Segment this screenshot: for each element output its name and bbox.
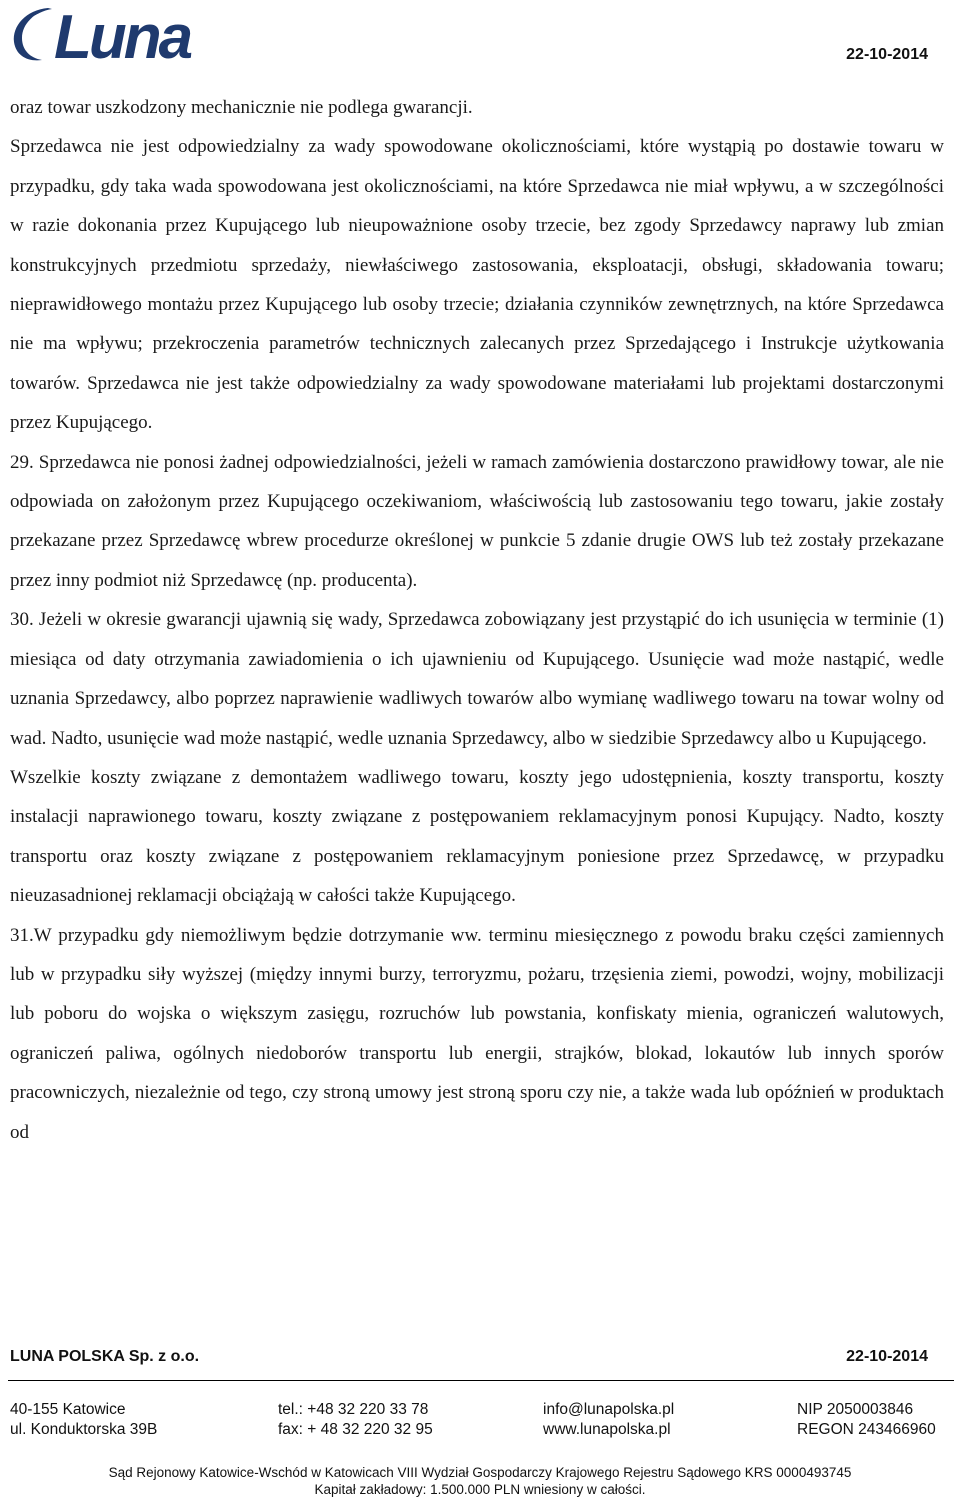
paragraph-31: 31.W przypadku gdy niemożliwym będzie dotrzymanie ww. terminu miesięcznego z powodu braku części zamiennych lub w przypadku siły wyższej (między innymi burzy, terroryzmu, pożaru, trzęsienia ziemi, powodzi, wojny, mobilizacji lub poboru do wojska o większym zasięgu, rozruchów lub powstania, konfiskaty mienia, ograniczeń walutowych, ograniczeń paliwa, ogólnych niedoborów transportu lub energii, strajków, blokad, lokautów lub innych sporów pracowniczych, niezależnie od tego, czy stroną umowy jest stroną sporu czy nie, a także wada lub opóźnień w produktach od [10, 924, 944, 1143]
luna-logo [8, 0, 228, 66]
footer-phones [278, 1400, 433, 1440]
regon-number: REGON 243466960 [797, 1421, 936, 1438]
court-registration: Sąd Rejonowy Katowice-Wschód w Katowicach VIII Wydział Gospodarczy Krajowego Rejestru Sądowego KRS 0000493745 [108, 1465, 852, 1480]
address-street: ul. Konduktorska 39B [10, 1421, 158, 1438]
paragraph-costs: Wszelkie koszty związane z demontażem wadliwego towaru, koszty jego udostępnienia, koszty transportu, koszty instalacji naprawionego towaru, koszty związane z postępowaniem reklamacyjnym ponosi Kupujący. Nadto, koszty transportu oraz koszty związane z postępowaniem reklamacyjnym poniesione przez Sprzedawcę, w przypadku nieuzasadnionej reklamacji obciążają w całości także Kupującego. [10, 766, 944, 907]
nip-number: NIP 2050003846 [797, 1401, 914, 1418]
paragraph-seller-liability: Sprzedawca nie jest odpowiedzialny za wady spowodowane okolicznościami, które wystąpią po dostawie towaru w przypadku, gdy taka wada spowodowana jest okolicznościami, na które Sprzedawca nie miał wpływu, a w szczególności w razie dokonania przez Kupującego lub nieupoważnione osoby trzecie, bez zgody Sprzedawcy naprawy lub zmian konstrukcyjnych przedmiotu sprzedaży, niewłaściwego zastosowania, eksploatacji, obsługi, składowania towaru; nieprawidłowego montażu przez Kupującego lub osoby trzecie; działania czynników zewnętrznych, na które Sprzedawca nie ma wpływu; przekroczenia parametrów technicznych zalecanych przez Sprzedającego i Instrukcje użytkowania towarów. Sprzedawca nie jest także odpowiedzialny za wady spowodowane materiałami lub projektami dostarczonymi przez Kupującego. [10, 136, 944, 434]
paragraph-30: 30. Jeżeli w okresie gwarancji ujawnią się wady, Sprzedawca zobowiązany jest przystąpić do ich usunięcia w terminie (1) miesiąca od daty otrzymania zawiadomienia o ich ujawnieniu od Kupującego. Usunięcie wad może nastąpić, wedle uznania Sprzedawcy, albo poprzez naprawienie wadliwych towarów albo wymianę wadliwego towaru na towar wolny od wad. Nadto, usunięcie wad może nastąpić, wedle uznania Sprzedawcy, albo w siedzibie Sprzedawcy albo u Kupującego. [10, 609, 944, 749]
footer-registry [797, 1400, 936, 1440]
logo-wordmark: Luna [54, 3, 191, 66]
paragraph-29: 29. Sprzedawca nie ponosi żadnej odpowiedzialności, jeżeli w ramach zamówienia dostarczono prawidłowy towar, ale nie odpowiada on założonym przez Kupującego oczekiwaniom, właściwością lub zastosowaniu tego towaru, jakie zostały przekazane przez Sprzedawcę wbrew procedurze określonej w punkcie 5 zdanie drugie OWS lub też zostały przekazane przez inny podmiot niż Sprzedawcę (np. producenta). [10, 451, 944, 591]
website-address: www.lunapolska.pl [543, 1421, 671, 1438]
page-footer [0, 1340, 960, 1501]
footer-legal [0, 1464, 960, 1498]
page-header [0, 0, 960, 80]
fax-number: fax: + 48 32 220 32 95 [278, 1421, 433, 1438]
share-capital: Kapitał zakładowy: 1.500.000 PLN wniesiony w całości. [314, 1482, 646, 1497]
footer-address [10, 1400, 157, 1440]
address-city: 40-155 Katowice [10, 1401, 126, 1418]
terms-body [10, 88, 944, 1152]
phone-number: tel.: +48 32 220 33 78 [278, 1401, 429, 1418]
footer-date: 22-10-2014 [846, 1348, 928, 1365]
header-date: 22-10-2014 [846, 46, 928, 63]
footer-contact [543, 1400, 674, 1440]
email-address: info@lunapolska.pl [543, 1401, 675, 1418]
footer-divider [8, 1380, 954, 1381]
paragraph-warranty-end: oraz towar uszkodzony mechanicznie nie podlega gwarancji. [10, 97, 473, 118]
footer-company: LUNA POLSKA Sp. z o.o. [10, 1348, 200, 1365]
